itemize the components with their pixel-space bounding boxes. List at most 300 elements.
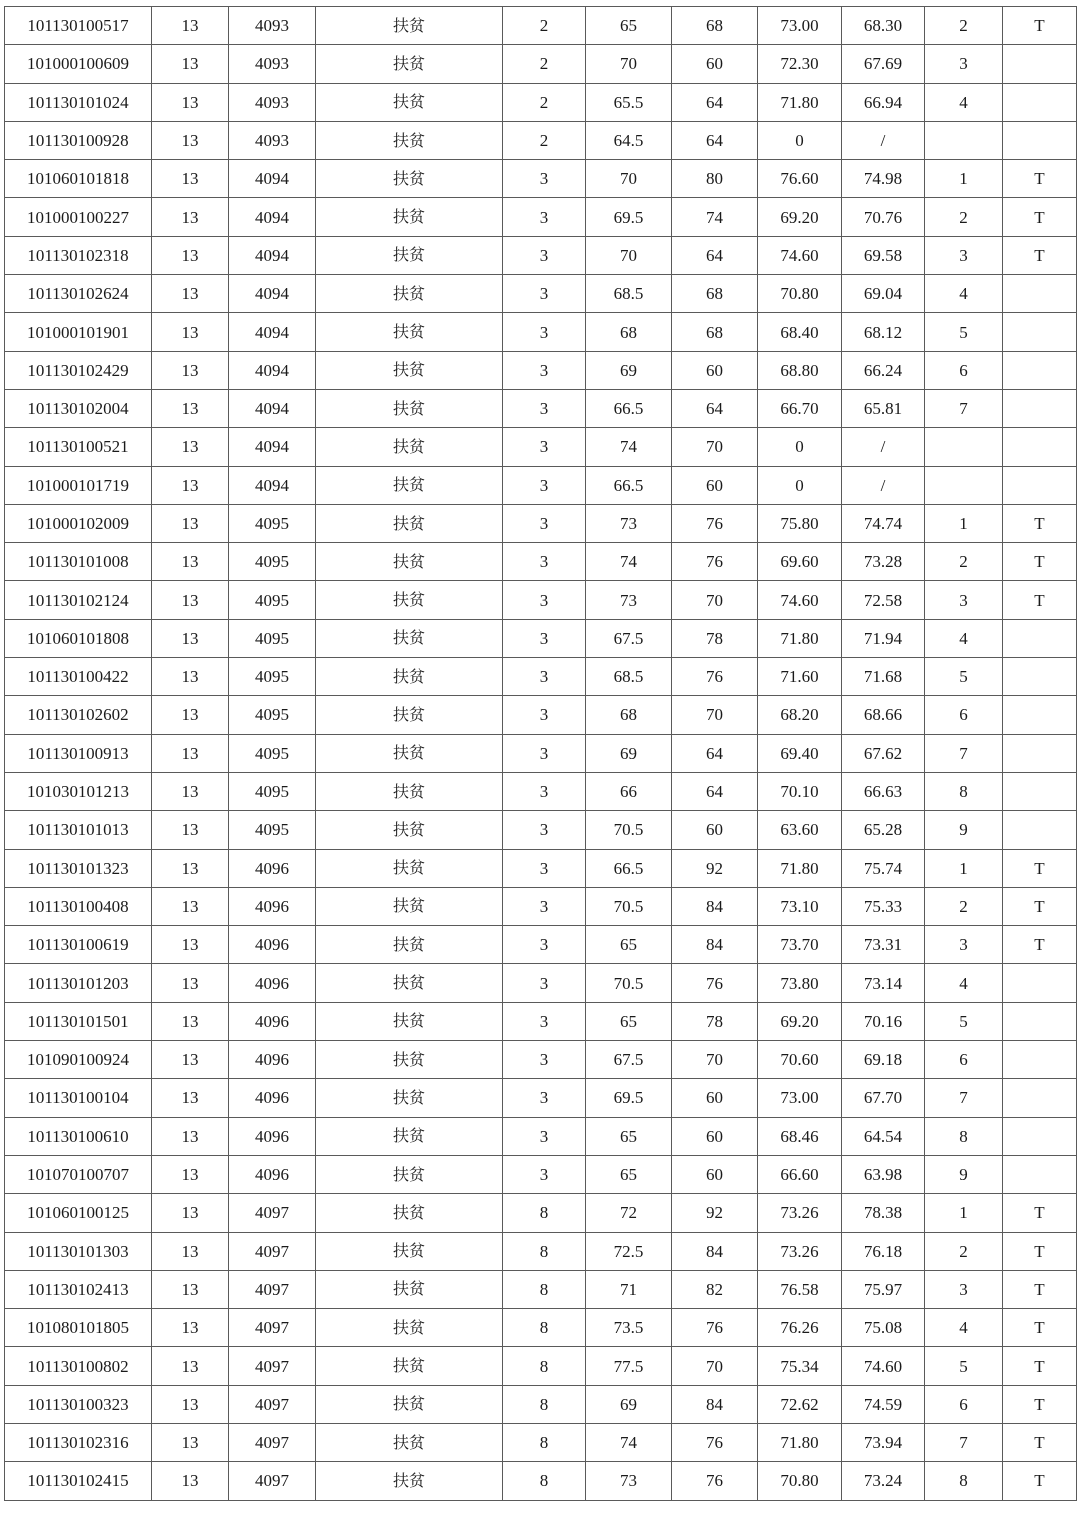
written-score-b-cell: 64	[672, 236, 758, 274]
position-code-cell: 4097	[229, 1423, 316, 1461]
written-score-a-cell: 69	[586, 734, 672, 772]
table-row	[5, 160, 1077, 198]
table-row	[5, 772, 1077, 810]
selected-mark-cell: T	[1003, 1194, 1077, 1232]
table-row	[5, 389, 1077, 427]
interview-score-cell: 69.60	[758, 543, 842, 581]
selected-mark-cell	[1003, 1155, 1077, 1193]
category-cell: 扶贫	[316, 466, 503, 504]
selected-mark-cell: T	[1003, 581, 1077, 619]
rank-cell: 5	[925, 1002, 1003, 1040]
candidate-number-cell: 101130100928	[5, 121, 152, 159]
written-score-a-cell: 65	[586, 926, 672, 964]
written-score-a-cell: 67.5	[586, 619, 672, 657]
table-row	[5, 351, 1077, 389]
selected-mark-cell: T	[1003, 236, 1077, 274]
code-cell: 13	[152, 351, 229, 389]
category-cell: 扶贫	[316, 1347, 503, 1385]
quota-cell: 3	[503, 811, 586, 849]
selected-mark-cell: T	[1003, 926, 1077, 964]
position-code-cell: 4096	[229, 1002, 316, 1040]
selected-mark-cell	[1003, 121, 1077, 159]
written-score-a-cell: 70.5	[586, 887, 672, 925]
candidate-number-cell: 101130102413	[5, 1270, 152, 1308]
total-score-cell: 66.24	[842, 351, 925, 389]
quota-cell: 3	[503, 964, 586, 1002]
written-score-a-cell: 68.5	[586, 275, 672, 313]
interview-score-cell: 70.80	[758, 275, 842, 313]
code-cell: 13	[152, 964, 229, 1002]
table-row	[5, 45, 1077, 83]
interview-score-cell: 76.58	[758, 1270, 842, 1308]
category-cell: 扶贫	[316, 619, 503, 657]
rank-cell: 7	[925, 734, 1003, 772]
rank-cell: 4	[925, 275, 1003, 313]
interview-score-cell: 69.20	[758, 198, 842, 236]
written-score-b-cell: 68	[672, 7, 758, 45]
code-cell: 13	[152, 581, 229, 619]
candidate-number-cell: 101130100323	[5, 1385, 152, 1423]
quota-cell: 3	[503, 772, 586, 810]
candidate-number-cell: 101130100610	[5, 1117, 152, 1155]
selected-mark-cell: T	[1003, 1347, 1077, 1385]
written-score-b-cell: 84	[672, 1232, 758, 1270]
total-score-cell: 66.94	[842, 83, 925, 121]
position-code-cell: 4097	[229, 1309, 316, 1347]
selected-mark-cell	[1003, 658, 1077, 696]
category-cell: 扶贫	[316, 313, 503, 351]
rank-cell: 7	[925, 1423, 1003, 1461]
quota-cell: 3	[503, 849, 586, 887]
written-score-a-cell: 67.5	[586, 1041, 672, 1079]
table-row	[5, 1117, 1077, 1155]
position-code-cell: 4096	[229, 1041, 316, 1079]
rank-cell: 1	[925, 849, 1003, 887]
selected-mark-cell	[1003, 1041, 1077, 1079]
written-score-a-cell: 64.5	[586, 121, 672, 159]
written-score-b-cell: 78	[672, 1002, 758, 1040]
table-row	[5, 734, 1077, 772]
written-score-a-cell: 70.5	[586, 811, 672, 849]
candidate-number-cell: 101130100619	[5, 926, 152, 964]
total-score-cell: 74.59	[842, 1385, 925, 1423]
code-cell: 13	[152, 389, 229, 427]
interview-score-cell: 68.80	[758, 351, 842, 389]
quota-cell: 3	[503, 313, 586, 351]
quota-cell: 8	[503, 1270, 586, 1308]
total-score-cell: 69.58	[842, 236, 925, 274]
position-code-cell: 4096	[229, 964, 316, 1002]
selected-mark-cell	[1003, 313, 1077, 351]
category-cell: 扶贫	[316, 504, 503, 542]
interview-score-cell: 0	[758, 466, 842, 504]
total-score-cell: 78.38	[842, 1194, 925, 1232]
written-score-a-cell: 69	[586, 1385, 672, 1423]
rank-cell: 8	[925, 1462, 1003, 1500]
written-score-a-cell: 71	[586, 1270, 672, 1308]
position-code-cell: 4097	[229, 1385, 316, 1423]
quota-cell: 3	[503, 1079, 586, 1117]
table-row	[5, 964, 1077, 1002]
code-cell: 13	[152, 696, 229, 734]
position-code-cell: 4094	[229, 389, 316, 427]
interview-score-cell: 70.80	[758, 1462, 842, 1500]
quota-cell: 3	[503, 351, 586, 389]
selected-mark-cell: T	[1003, 198, 1077, 236]
interview-score-cell: 74.60	[758, 581, 842, 619]
quota-cell: 3	[503, 696, 586, 734]
total-score-cell: 67.70	[842, 1079, 925, 1117]
quota-cell: 3	[503, 198, 586, 236]
candidate-number-cell: 101000101719	[5, 466, 152, 504]
category-cell: 扶贫	[316, 1194, 503, 1232]
interview-score-cell: 73.00	[758, 1079, 842, 1117]
written-score-b-cell: 92	[672, 849, 758, 887]
quota-cell: 3	[503, 1117, 586, 1155]
written-score-a-cell: 72.5	[586, 1232, 672, 1270]
quota-cell: 8	[503, 1232, 586, 1270]
table-row	[5, 1194, 1077, 1232]
code-cell: 13	[152, 1232, 229, 1270]
candidate-number-cell: 101130102004	[5, 389, 152, 427]
total-score-cell: 71.94	[842, 619, 925, 657]
category-cell: 扶贫	[316, 1079, 503, 1117]
selected-mark-cell: T	[1003, 887, 1077, 925]
quota-cell: 2	[503, 83, 586, 121]
selected-mark-cell: T	[1003, 1423, 1077, 1461]
written-score-a-cell: 69	[586, 351, 672, 389]
total-score-cell: 69.04	[842, 275, 925, 313]
candidate-number-cell: 101130100517	[5, 7, 152, 45]
candidate-number-cell: 101130102318	[5, 236, 152, 274]
written-score-b-cell: 64	[672, 772, 758, 810]
rank-cell	[925, 121, 1003, 159]
rank-cell: 6	[925, 351, 1003, 389]
selected-mark-cell	[1003, 619, 1077, 657]
total-score-cell: 75.74	[842, 849, 925, 887]
rank-cell	[925, 466, 1003, 504]
rank-cell: 2	[925, 198, 1003, 236]
table-row	[5, 83, 1077, 121]
interview-score-cell: 68.20	[758, 696, 842, 734]
category-cell: 扶贫	[316, 1041, 503, 1079]
position-code-cell: 4097	[229, 1347, 316, 1385]
written-score-b-cell: 76	[672, 1423, 758, 1461]
total-score-cell: 75.33	[842, 887, 925, 925]
position-code-cell: 4095	[229, 811, 316, 849]
written-score-a-cell: 65	[586, 1002, 672, 1040]
written-score-b-cell: 70	[672, 1041, 758, 1079]
position-code-cell: 4094	[229, 313, 316, 351]
quota-cell: 2	[503, 45, 586, 83]
interview-score-cell: 73.80	[758, 964, 842, 1002]
written-score-b-cell: 60	[672, 351, 758, 389]
total-score-cell: 75.08	[842, 1309, 925, 1347]
code-cell: 13	[152, 428, 229, 466]
code-cell: 13	[152, 313, 229, 351]
written-score-a-cell: 73	[586, 1462, 672, 1500]
category-cell: 扶贫	[316, 7, 503, 45]
table-row	[5, 1309, 1077, 1347]
table-row	[5, 1462, 1077, 1500]
table-row	[5, 811, 1077, 849]
table-row	[5, 658, 1077, 696]
selected-mark-cell	[1003, 351, 1077, 389]
written-score-b-cell: 80	[672, 160, 758, 198]
category-cell: 扶贫	[316, 351, 503, 389]
written-score-b-cell: 82	[672, 1270, 758, 1308]
candidate-number-cell: 101130102429	[5, 351, 152, 389]
written-score-b-cell: 60	[672, 466, 758, 504]
table-row	[5, 1232, 1077, 1270]
written-score-b-cell: 60	[672, 1155, 758, 1193]
total-score-cell: 69.18	[842, 1041, 925, 1079]
written-score-b-cell: 76	[672, 658, 758, 696]
position-code-cell: 4095	[229, 504, 316, 542]
written-score-a-cell: 68.5	[586, 658, 672, 696]
code-cell: 13	[152, 1041, 229, 1079]
written-score-a-cell: 72	[586, 1194, 672, 1232]
code-cell: 13	[152, 658, 229, 696]
candidate-number-cell: 101130101323	[5, 849, 152, 887]
total-score-cell: 72.58	[842, 581, 925, 619]
written-score-b-cell: 70	[672, 428, 758, 466]
interview-score-cell: 63.60	[758, 811, 842, 849]
table-row	[5, 1347, 1077, 1385]
written-score-b-cell: 68	[672, 275, 758, 313]
code-cell: 13	[152, 1117, 229, 1155]
code-cell: 13	[152, 1309, 229, 1347]
total-score-cell: 65.28	[842, 811, 925, 849]
candidate-number-cell: 101080101805	[5, 1309, 152, 1347]
position-code-cell: 4096	[229, 1117, 316, 1155]
quota-cell: 8	[503, 1385, 586, 1423]
total-score-cell: 68.30	[842, 7, 925, 45]
rank-cell: 8	[925, 1117, 1003, 1155]
rank-cell: 1	[925, 160, 1003, 198]
table-row	[5, 7, 1077, 45]
total-score-cell: 68.66	[842, 696, 925, 734]
written-score-b-cell: 64	[672, 734, 758, 772]
table-row	[5, 696, 1077, 734]
candidate-number-cell: 101130101008	[5, 543, 152, 581]
quota-cell: 2	[503, 121, 586, 159]
code-cell: 13	[152, 1347, 229, 1385]
interview-score-cell: 70.60	[758, 1041, 842, 1079]
total-score-cell: 74.98	[842, 160, 925, 198]
code-cell: 13	[152, 1385, 229, 1423]
code-cell: 13	[152, 849, 229, 887]
position-code-cell: 4093	[229, 121, 316, 159]
rank-cell: 7	[925, 1079, 1003, 1117]
category-cell: 扶贫	[316, 811, 503, 849]
written-score-a-cell: 74	[586, 1423, 672, 1461]
quota-cell: 2	[503, 7, 586, 45]
written-score-a-cell: 73	[586, 504, 672, 542]
position-code-cell: 4095	[229, 581, 316, 619]
category-cell: 扶贫	[316, 1232, 503, 1270]
written-score-a-cell: 69.5	[586, 1079, 672, 1117]
position-code-cell: 4095	[229, 619, 316, 657]
written-score-b-cell: 64	[672, 121, 758, 159]
rank-cell: 4	[925, 964, 1003, 1002]
interview-score-cell: 71.80	[758, 1423, 842, 1461]
code-cell: 13	[152, 1423, 229, 1461]
quota-cell: 3	[503, 275, 586, 313]
candidate-number-cell: 101000101901	[5, 313, 152, 351]
quota-cell: 8	[503, 1347, 586, 1385]
quota-cell: 8	[503, 1423, 586, 1461]
written-score-b-cell: 76	[672, 964, 758, 1002]
rank-cell: 6	[925, 696, 1003, 734]
code-cell: 13	[152, 45, 229, 83]
total-score-cell: 66.63	[842, 772, 925, 810]
interview-score-cell: 71.80	[758, 849, 842, 887]
written-score-a-cell: 70	[586, 236, 672, 274]
written-score-b-cell: 76	[672, 504, 758, 542]
position-code-cell: 4093	[229, 7, 316, 45]
table-row	[5, 275, 1077, 313]
table-row	[5, 428, 1077, 466]
written-score-a-cell: 66.5	[586, 849, 672, 887]
candidate-number-cell: 101130101501	[5, 1002, 152, 1040]
quota-cell: 8	[503, 1194, 586, 1232]
interview-score-cell: 68.46	[758, 1117, 842, 1155]
position-code-cell: 4093	[229, 45, 316, 83]
total-score-cell: /	[842, 466, 925, 504]
written-score-b-cell: 68	[672, 313, 758, 351]
category-cell: 扶贫	[316, 658, 503, 696]
code-cell: 13	[152, 83, 229, 121]
candidate-number-cell: 101130102316	[5, 1423, 152, 1461]
selected-mark-cell	[1003, 811, 1077, 849]
category-cell: 扶贫	[316, 389, 503, 427]
candidate-number-cell: 101060101818	[5, 160, 152, 198]
written-score-a-cell: 70	[586, 160, 672, 198]
quota-cell: 3	[503, 926, 586, 964]
position-code-cell: 4097	[229, 1232, 316, 1270]
table-row	[5, 1079, 1077, 1117]
table-row	[5, 849, 1077, 887]
category-cell: 扶贫	[316, 964, 503, 1002]
written-score-b-cell: 64	[672, 83, 758, 121]
position-code-cell: 4095	[229, 696, 316, 734]
rank-cell	[925, 428, 1003, 466]
candidate-number-cell: 101130100104	[5, 1079, 152, 1117]
candidate-number-cell: 101130100422	[5, 658, 152, 696]
quota-cell: 3	[503, 1155, 586, 1193]
interview-score-cell: 70.10	[758, 772, 842, 810]
selected-mark-cell	[1003, 389, 1077, 427]
written-score-a-cell: 70	[586, 45, 672, 83]
interview-score-cell: 73.26	[758, 1232, 842, 1270]
candidate-number-cell: 101130101024	[5, 83, 152, 121]
interview-score-cell: 71.80	[758, 83, 842, 121]
selected-mark-cell: T	[1003, 1385, 1077, 1423]
candidate-number-cell: 101130100521	[5, 428, 152, 466]
quota-cell: 3	[503, 236, 586, 274]
candidate-number-cell: 101060101808	[5, 619, 152, 657]
table-row	[5, 1270, 1077, 1308]
total-score-cell: 73.28	[842, 543, 925, 581]
table-body	[5, 7, 1077, 1501]
total-score-cell: 70.16	[842, 1002, 925, 1040]
written-score-b-cell: 70	[672, 696, 758, 734]
quota-cell: 3	[503, 543, 586, 581]
rank-cell: 5	[925, 313, 1003, 351]
total-score-cell: 64.54	[842, 1117, 925, 1155]
written-score-b-cell: 76	[672, 543, 758, 581]
rank-cell: 1	[925, 504, 1003, 542]
category-cell: 扶贫	[316, 1462, 503, 1500]
total-score-cell: 76.18	[842, 1232, 925, 1270]
written-score-a-cell: 77.5	[586, 1347, 672, 1385]
selected-mark-cell	[1003, 1002, 1077, 1040]
written-score-a-cell: 69.5	[586, 198, 672, 236]
code-cell: 13	[152, 811, 229, 849]
selected-mark-cell: T	[1003, 504, 1077, 542]
selected-mark-cell: T	[1003, 1462, 1077, 1500]
code-cell: 13	[152, 734, 229, 772]
category-cell: 扶贫	[316, 1117, 503, 1155]
position-code-cell: 4094	[229, 275, 316, 313]
rank-cell: 2	[925, 887, 1003, 925]
candidate-number-cell: 101130102124	[5, 581, 152, 619]
table-row	[5, 1002, 1077, 1040]
quota-cell: 3	[503, 734, 586, 772]
rank-cell: 2	[925, 1232, 1003, 1270]
candidate-number-cell: 101130101013	[5, 811, 152, 849]
category-cell: 扶贫	[316, 849, 503, 887]
category-cell: 扶贫	[316, 1423, 503, 1461]
candidate-number-cell: 101060100125	[5, 1194, 152, 1232]
rank-cell: 3	[925, 45, 1003, 83]
written-score-a-cell: 73.5	[586, 1309, 672, 1347]
category-cell: 扶贫	[316, 45, 503, 83]
written-score-a-cell: 66.5	[586, 389, 672, 427]
position-code-cell: 4095	[229, 772, 316, 810]
written-score-a-cell: 70.5	[586, 964, 672, 1002]
selected-mark-cell	[1003, 1117, 1077, 1155]
table-row	[5, 543, 1077, 581]
category-cell: 扶贫	[316, 1155, 503, 1193]
written-score-a-cell: 65.5	[586, 83, 672, 121]
code-cell: 13	[152, 121, 229, 159]
written-score-b-cell: 84	[672, 887, 758, 925]
interview-score-cell: 73.10	[758, 887, 842, 925]
candidate-number-cell: 101130101303	[5, 1232, 152, 1270]
rank-cell: 4	[925, 619, 1003, 657]
interview-score-cell: 74.60	[758, 236, 842, 274]
written-score-a-cell: 65	[586, 1155, 672, 1193]
category-cell: 扶贫	[316, 926, 503, 964]
interview-score-cell: 66.70	[758, 389, 842, 427]
rank-cell: 4	[925, 1309, 1003, 1347]
category-cell: 扶贫	[316, 198, 503, 236]
written-score-b-cell: 70	[672, 1347, 758, 1385]
position-code-cell: 4096	[229, 1079, 316, 1117]
quota-cell: 8	[503, 1462, 586, 1500]
position-code-cell: 4093	[229, 83, 316, 121]
category-cell: 扶贫	[316, 887, 503, 925]
position-code-cell: 4097	[229, 1270, 316, 1308]
interview-score-cell: 76.60	[758, 160, 842, 198]
candidate-number-cell: 101130100913	[5, 734, 152, 772]
code-cell: 13	[152, 198, 229, 236]
category-cell: 扶贫	[316, 236, 503, 274]
code-cell: 13	[152, 1155, 229, 1193]
quota-cell: 3	[503, 428, 586, 466]
